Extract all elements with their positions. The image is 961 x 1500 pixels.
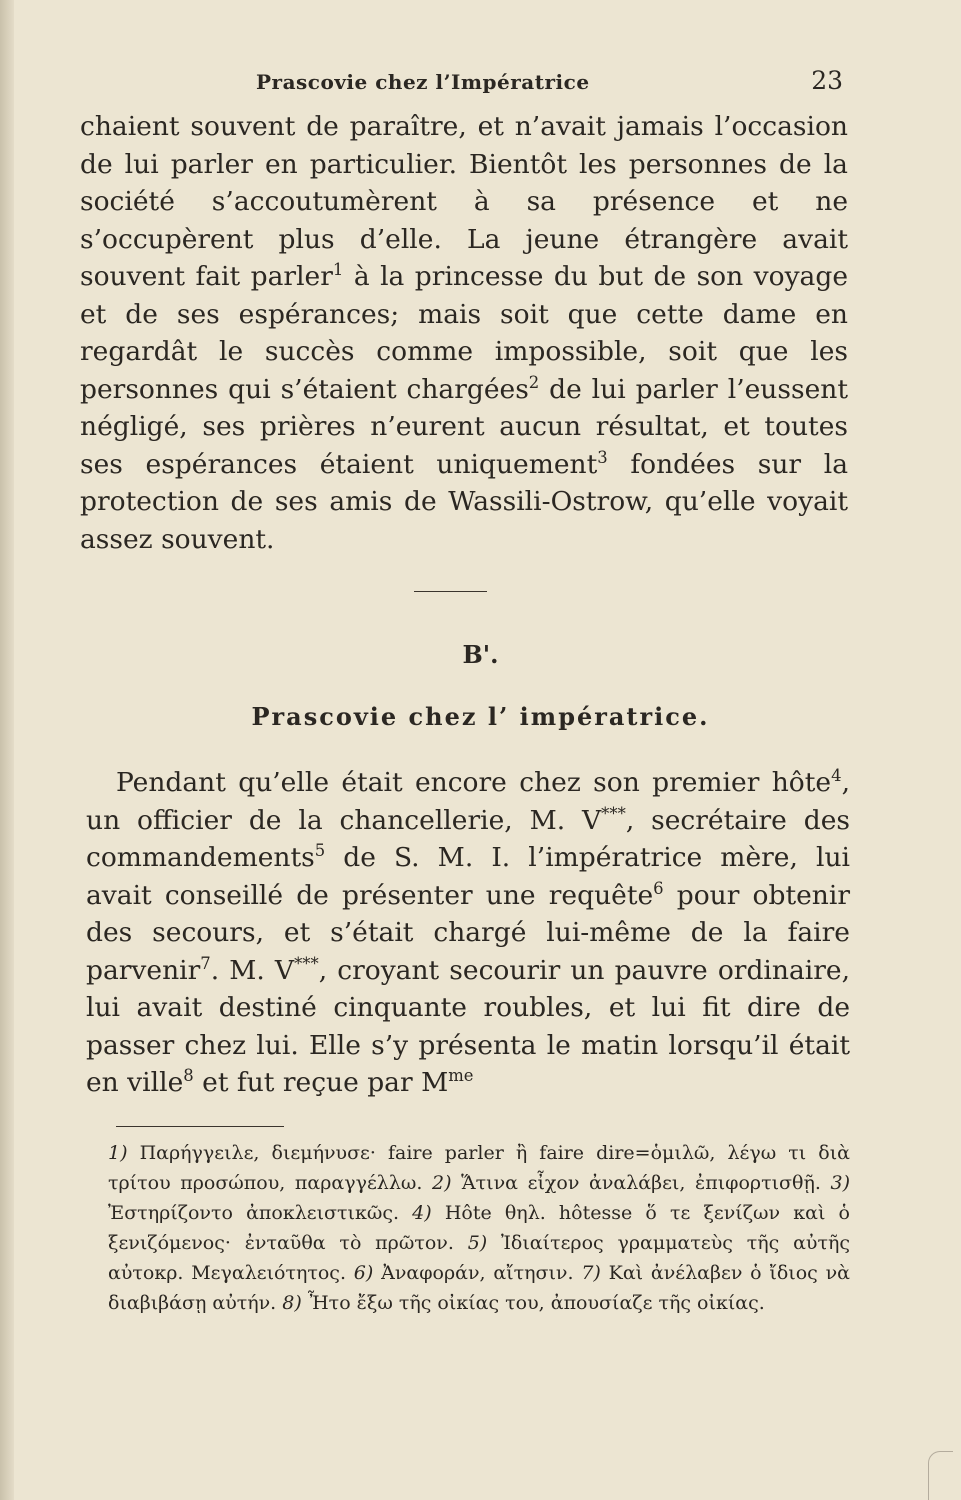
footnote-text: Ἅτινα εἶχον ἀναλάβει, ἐπιφορτισθῇ. bbox=[451, 1172, 831, 1194]
footnote-ref-7: 7 bbox=[200, 953, 211, 973]
text-run: de S. M. I. l’impératrice mère, lui avait conseillé de présenter une requête bbox=[86, 842, 850, 911]
text-run: Pendant qu’elle était encore chez son premier hôte bbox=[116, 767, 832, 798]
footnote-number: 4) bbox=[412, 1202, 432, 1224]
abbrev-me: me bbox=[448, 1066, 474, 1086]
footnote-text: Καὶ ἀνέλαβεν ὁ ἴδιος νὰ διαβιβάσῃ αὐτήν. bbox=[108, 1262, 851, 1314]
text-run: pour obtenir des secours, et s’était chargé lui-même de la faire parvenir bbox=[86, 879, 850, 986]
footnote-number: 1) bbox=[108, 1142, 128, 1164]
footnote-text: Ἦτο ἔξω τῆς οἰκίας του, ἀπουσίαζε τῆς οἰκίας. bbox=[301, 1292, 765, 1314]
footnote-ref-8: 8 bbox=[183, 1066, 194, 1086]
footnote-ref-1: 1 bbox=[332, 260, 344, 280]
footnote-text: Ἐστηρίζοντο ἀποκλειστικῶς. bbox=[108, 1202, 413, 1224]
text-run: , croyant secourir un pauvre ordinaire, lui avait destiné cinquante roubles, et lui fit dire de passer chez lui. Elle s’y présenta le matin lorsqu’il était en ville bbox=[86, 954, 850, 1098]
footnote-rule bbox=[116, 1126, 284, 1127]
text-run: chaient souvent de paraître, et n’avait jamais l’occasion de lui parler en particulier. Bientôt les personnes de la société s’accoutumèrent à sa présence et ne s’occupèrent plus d’elle. La jeune étrangère avait souvent fait parler bbox=[80, 111, 848, 292]
page-number: 23 bbox=[811, 66, 843, 95]
footnote-text: Παρήγγειλε, διεμήνυσε· faire parler ἢ faire dire=ὁμιλῶ, λέγω τι διὰ τρίτου προσώπου, παραγγέλλω. bbox=[108, 1142, 850, 1194]
footnote-ref-3: 3 bbox=[597, 447, 608, 467]
footnote-number: 5) bbox=[467, 1232, 488, 1254]
footnotes bbox=[108, 1138, 850, 1318]
running-head bbox=[0, 66, 961, 100]
text-run: fondées sur la protection de ses amis de Wassili-Ostrow, qu’elle voyait assez souvent. bbox=[80, 448, 848, 555]
paragraph-section-b bbox=[86, 764, 850, 1102]
footnote-number: 7) bbox=[581, 1262, 601, 1284]
page-gutter-shadow bbox=[0, 0, 14, 1500]
text-run: , secrétaire des commandements bbox=[86, 804, 850, 873]
footnote-ref-6: 6 bbox=[653, 878, 664, 898]
text-run: et fut reçue par M bbox=[193, 1067, 449, 1098]
footnote-text: Ἀναφοράν, αἴτησιν. bbox=[373, 1262, 582, 1284]
asterisks: *** bbox=[601, 803, 626, 823]
footnote-ref-5: 5 bbox=[314, 841, 326, 861]
footnote-number: 2) bbox=[432, 1172, 452, 1194]
text-run: . M. V bbox=[210, 954, 295, 986]
text-run: de lui parler l’eussent négligé, ses prières n’eurent aucun résultat, et toutes ses espérances étaient uniquement bbox=[80, 373, 848, 480]
footnote-number: 8) bbox=[282, 1292, 302, 1314]
paragraph-continued bbox=[80, 108, 848, 558]
text-run: à la princesse du but de son voyage et de ses espérances; mais soit que cette dame en regardât le succès comme impossible, soit que les personnes qui s’étaient chargées bbox=[80, 261, 848, 405]
section-title: Prascovie chez l’ impératrice. bbox=[251, 702, 710, 731]
asterisks: *** bbox=[294, 953, 319, 973]
section-letter: B'. bbox=[462, 640, 499, 669]
footnote-text: Ἰδιαίτερος γραμματεὺς τῆς αὐτῆς αὐτοκρ. Μεγαλειότητος. bbox=[108, 1232, 850, 1284]
text-run: , un officier de la chancellerie, M. V bbox=[86, 767, 850, 836]
footnote-text: Hôte θηλ. hôtesse ὅ τε ξενίζων καὶ ὁ ξενιζόμενος· ἐνταῦθα τὸ πρῶτον. bbox=[108, 1202, 850, 1254]
page-corner-mark bbox=[928, 1451, 953, 1500]
section-divider bbox=[414, 591, 487, 592]
footnote-number: 6) bbox=[353, 1262, 374, 1284]
footnote-number: 3) bbox=[830, 1172, 850, 1194]
footnote-ref-4: 4 bbox=[831, 766, 842, 786]
footnote-ref-2: 2 bbox=[528, 372, 540, 392]
running-title: Prascovie chez l’Impératrice bbox=[256, 70, 590, 94]
